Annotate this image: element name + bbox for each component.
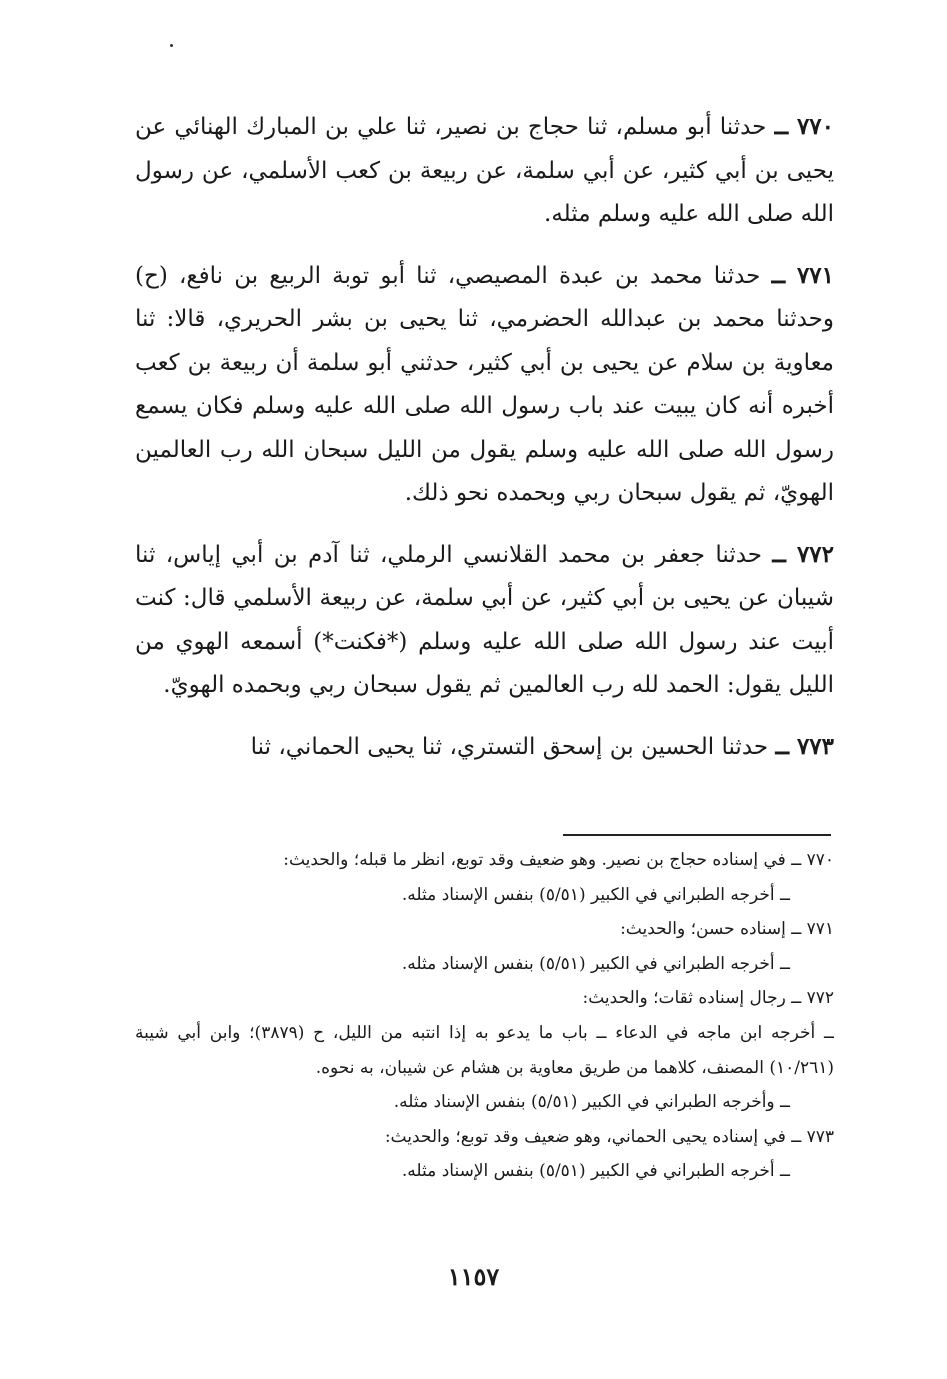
page-number: ١١٥٧ (447, 1262, 500, 1291)
footnote-771: ٧٧١ ــ إسناده حسن؛ والحديث: (620, 919, 834, 940)
footnote-separator (563, 834, 831, 836)
hadith-text: حدثنا أبو مسلم، ثنا حجاج بن نصير، ثنا علي بن المبارك الهنائي عن يحيى بن أبي كثير، عن أبي سلمة، عن ربيعة بن كعب الأسلمي، عن رسول الله صلى الله عليه وسلم مثله. (135, 114, 834, 227)
footnote-source: ــ أخرجه الطبراني في الكبير (٥/٥١) بنفس الإسناد مثله. (401, 1161, 790, 1182)
footnote-source: ــ وأخرجه الطبراني في الكبير (٥/٥١) بنفس الإسناد مثله. (393, 1092, 790, 1113)
footnote-source: ــ أخرجه الطبراني في الكبير (٥/٥١) بنفس الإسناد مثله. (401, 884, 790, 905)
hadith-number: ٧٧٣ ــ (775, 732, 834, 760)
main-text (135, 105, 834, 769)
ink-speck (170, 44, 173, 47)
hadith-773 (135, 725, 834, 770)
footnote-source: ــ أخرجه الطبراني في الكبير (٥/٥١) بنفس الإسناد مثله. (401, 953, 790, 974)
footnotes (135, 843, 834, 1189)
hadith-number: ٧٧١ ــ (771, 261, 834, 289)
hadith-text: حدثنا الحسين بن إسحق التستري، ثنا يحيى الحماني، ثنا (250, 733, 776, 760)
footnote-770: ٧٧٠ ــ في إسناده حجاج بن نصير. وهو ضعيف وقد توبع، انظر ما قبله؛ والحديث: (283, 850, 834, 870)
hadith-number: ٧٧٢ ــ (772, 540, 834, 568)
footnote-source-long: ــ أخرجه ابن ماجه في الدعاء ــ باب ما يدعو به إذا انتبه من الليل، ح (٣٨٧٩)؛ وابن أبي شيبة (١٠/٢٦١) المصنف، كلاهما من طريق معاوية بن هشام عن شيبان، به نحوه. (135, 1022, 834, 1078)
footnote-772: ٧٧٢ ــ رجال إسناده ثقات؛ والحديث: (582, 988, 834, 1009)
hadith-770 (135, 105, 834, 237)
hadith-number: ٧٧٠ ــ (774, 113, 834, 140)
hadith-text: حدثنا محمد بن عبدة المصيصي، ثنا أبو توبة الربيع بن نافع، (ح) وحدثنا محمد بن عبدالله الحضرمي، ثنا يحيى بن بشر الحريري، قالا: ثنا معاوية بن سلام عن يحيى بن أبي كثير، حدثني أبو سلمة أن ربيعة بن كعب أخبره أنه كان يبيت عند باب رسول الله صلى الله عليه وسلم فكان يسمع رسول الله صلى الله عليه وسلم يقول من الليل سبحان الله رب العالمين الهويّ، ثم يقول سبحان ربي وبحمده نحو ذلك. (135, 262, 834, 506)
hadith-772 (135, 533, 834, 708)
hadith-771 (135, 254, 834, 516)
footnote-773: ٧٧٣ ــ في إسناده يحيى الحماني، وهو ضعيف وقد توبع؛ والحديث: (384, 1126, 834, 1147)
hadith-text: حدثنا جعفر بن محمد القلانسي الرملي، ثنا آدم بن أبي إياس، ثنا شيبان عن يحيى بن أبي كثير، عن أبي سلمة، عن ربيعة الأسلمي قال: كنت أبيت عند رسول الله صلى الله عليه وسلم (*فكنت*) أسمعه الهوي من الليل يقول: الحمد لله رب العالمين ثم يقول سبحان ربي وبحمده الهويّ. (135, 541, 834, 698)
